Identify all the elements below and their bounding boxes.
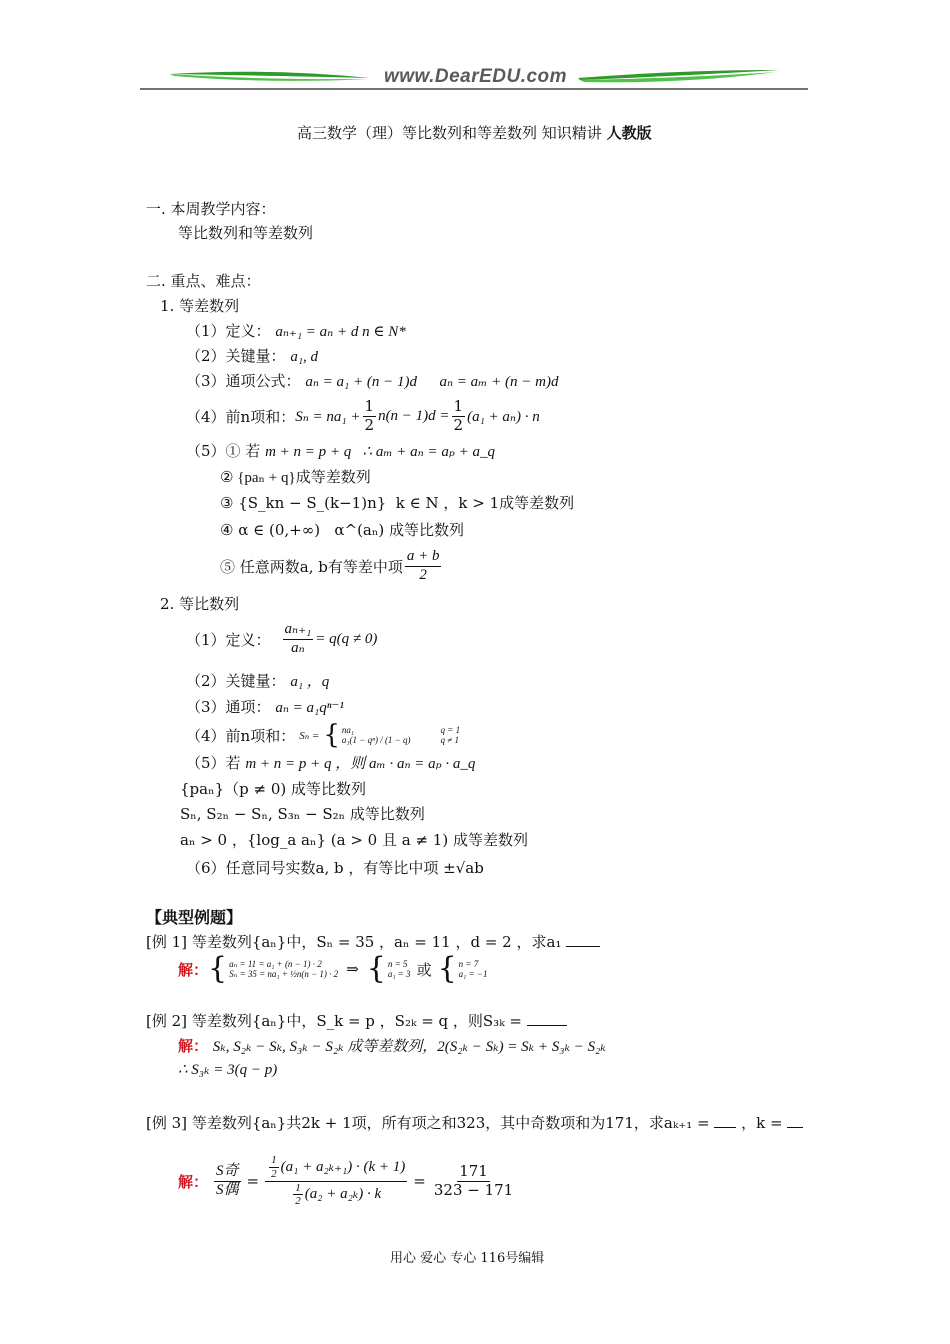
arith-sum-left: Sₙ = na₁ + (295, 408, 361, 425)
title-main: 高三数学（理）等比数列和等差数列 知识精讲 (297, 124, 602, 142)
section1-heading: 一. 本周教学内容： (146, 200, 276, 218)
arith-sum (186, 396, 540, 436)
geo-prop-a: {paₙ}（p ≠ 0) 成等比数列 (180, 780, 366, 798)
ex3-solution-label: 解： (178, 1172, 209, 1191)
ex1-answer-blank (566, 932, 600, 947)
geo-sum-case1: na₁ (341, 724, 355, 735)
ex2-answer-blank (527, 1011, 567, 1026)
geo-prop-c: aₙ > 0 ，{log_a aₙ} (a > 0 且 a ≠ 1) 成等差数列 (180, 831, 528, 849)
arith-sum-label: （4）前n项和： (186, 407, 296, 426)
ex2-sol-line1: Sₖ, S₂ₖ − Sₖ, S₃ₖ − S₂ₖ 成等差数列，2(S₂ₖ − Sₖ) = Sₖ + S₃ₖ − S₂ₖ (212, 1039, 606, 1055)
example3-solution (178, 1134, 517, 1228)
geo-sum-lhs: Sₙ = (299, 729, 320, 742)
arith-key-formula: a₁, d (290, 349, 319, 365)
section1-content: 等比数列和等差数列 (178, 224, 314, 242)
ex3-den-bot: (a₂ + a₂ₖ) · k (304, 1186, 382, 1203)
section2-heading: 二. 重点、难点： (146, 272, 261, 290)
arith-prop4: ④ α ∈ (0,+∞) α^(aₙ) 成等比数列 (220, 521, 464, 539)
arith-def-formula: aₙ₊₁ = aₙ + d n ∈ N* (275, 324, 406, 340)
geo-p5-formula: m + n = p + q ，则 aₘ · aₙ = aₚ · a_q (245, 756, 476, 772)
geo-key-label: （2）关键量： (186, 672, 286, 690)
logo-text: www.DearEDU.com (383, 66, 568, 87)
arith-key (186, 345, 318, 366)
ex3-answer-blank-1 (714, 1113, 736, 1128)
arith-prop3: ③ {S_kn − S_(k−1)n} k ∈ N ，k > 1成等差数列 (220, 494, 575, 512)
ex1-system1: { aₙ = 11 = a₁ + (n − 1) · 2 Sₙ = 35 = na₁ + ½n(n − 1) · 2 (208, 951, 339, 986)
geo-key-formula: a₁ ，q (290, 674, 330, 690)
arith-heading: 1. 等差数列 (160, 297, 240, 315)
ex3-result: $\frac{171}{323 - 171}$ (433, 1162, 514, 1199)
ex1-text: 等差数列{aₙ}中，Sₙ = 35 ，aₙ = 11 ，d = 2 ，求a₁ (191, 933, 562, 951)
arith-sum-right: (a₁ + aₙ) · n (467, 408, 540, 425)
arith-definition (186, 320, 406, 341)
ex3-num-top: (a₁ + a₂ₖ₊₁) · (k + 1) (280, 1158, 406, 1175)
arith-def-label: （1）定义： (186, 322, 271, 340)
title-publisher: 人教版 (606, 124, 652, 142)
page-footer: 用心 爱心 专心 116号编辑 (390, 1251, 545, 1266)
geo-sum-cond2: q ≠ 1 (440, 735, 459, 745)
geo-gen-formula: aₙ = a₁qⁿ⁻¹ (275, 700, 344, 716)
arith-prop2: ② {paₙ + q}成等差数列 (220, 470, 371, 486)
geo-sum-label: （4）前n项和： (186, 726, 296, 745)
ex3-big-fraction: $\frac{1}{2}$ (a₁ + a₂ₖ₊₁) · (k + 1) $\frac{1}{2}$ (a₂ + a₂ₖ) · k (265, 1154, 407, 1208)
arith-gen-formula: aₙ = a₁ + (n − 1)d aₙ = aₘ + (n − m)d (305, 374, 559, 390)
example3 (146, 1112, 803, 1133)
geo-heading: 2. 等比数列 (160, 595, 240, 613)
ex3-eq-1: = (246, 1172, 260, 1190)
half-fraction: $\frac{1}{2}$ (364, 397, 375, 434)
ex3-eq-2: = (413, 1172, 426, 1190)
geo-prop-b: Sₙ, S₂ₙ − Sₙ, S₃ₙ − S₂ₙ 成等比数列 (180, 805, 425, 823)
geo-prop-6: （6）任意同号实数a, b ，有等比中项 ±√ab (186, 859, 484, 877)
ex1-or: 或 (416, 960, 432, 979)
arith-general (186, 370, 558, 391)
example2-solution (178, 1035, 606, 1056)
ex1-sys2a: n = 5 (387, 958, 408, 969)
geo-sum-cond1: q = 1 (440, 724, 461, 735)
geo-general (186, 696, 344, 717)
geo-definition (186, 617, 377, 661)
geo-def-fraction: $\frac{\text{aₙ₊₁}}{\text{aₙ}}$ (284, 621, 312, 656)
arith-p5-label: （5）① 若 (186, 442, 261, 460)
ex2-text: 等差数列{aₙ}中，S_k = p ，S₂ₖ = q ，则S₃ₖ = (191, 1012, 523, 1030)
ex1-sys1a: aₙ = 11 = a₁ + (n − 1) · 2 (229, 958, 322, 969)
geo-sum-cases: { na₁ a₁(1 − qⁿ) / (1 − q) q = 1 q ≠ 1 (323, 720, 461, 750)
arith-prop5 (220, 545, 443, 587)
arith-key-label: （2）关键量： (186, 347, 286, 365)
ex3-text-k: ，k = (741, 1114, 783, 1132)
ex3-answer-blank-2 (787, 1113, 803, 1128)
ex1-sys2b: a₁ = 3 (387, 969, 411, 979)
geo-p5-label: （5）若 (186, 754, 241, 772)
example1 (146, 931, 600, 952)
example1-solution (178, 952, 487, 986)
ex1-sys3a: n = 7 (458, 958, 479, 969)
ex2-sol-line2: ∴ S₃ₖ = 3(q − p) (178, 1062, 278, 1078)
ex1-label: [例 1] (146, 933, 188, 951)
ex2-label: [例 2] (146, 1012, 188, 1030)
header-banner (140, 62, 808, 92)
arith-gen-label: （3）通项公式： (186, 372, 301, 390)
geo-key (186, 670, 329, 691)
example2 (146, 1010, 567, 1031)
half-fraction-2: $\frac{1}{2}$ (453, 397, 464, 434)
ex1-sys1b: Sₙ = 35 = na₁ + ½n(n − 1) · 2 (229, 969, 339, 979)
ex1-sys3b: a₁ = −1 (458, 969, 488, 979)
arith-prop1 (186, 440, 495, 461)
geo-def-label: （1）定义： (186, 630, 271, 649)
implies-arrow-icon: ⇒ (346, 960, 359, 978)
ex3-label: [例 3] (146, 1114, 188, 1132)
arith-p5-formula: m + n = p + q ∴ aₘ + aₙ = aₚ + a_q (265, 444, 495, 460)
midterm-fraction: $\frac{a + b}{2}$ (406, 548, 440, 583)
examples-heading: 【典型例题】 (146, 908, 243, 927)
geo-prop (186, 752, 475, 773)
ex3-text: 等差数列{aₙ}共2k + 1项，所有项之和323，其中奇数项和为171，求aₖ₊₁ = (191, 1114, 710, 1132)
ex1-solution-label: 解： (178, 960, 209, 979)
arith-sum-mid: n(n − 1)d = (378, 407, 450, 424)
ex2-solution-label: 解： (178, 1037, 209, 1055)
geo-sum-case2: a₁(1 − qⁿ) / (1 − q) (341, 735, 411, 745)
geo-sum (186, 720, 460, 750)
ex3-ratio: $\frac{\text{S奇}}{\text{S偶}}$ (216, 1163, 239, 1198)
geo-gen-label: （3）通项： (186, 698, 271, 716)
geo-def-right: = q(q ≠ 0) (315, 630, 378, 647)
ex1-system3: { n = 7 a₁ = −1 (437, 951, 488, 986)
page-title (297, 122, 652, 143)
ex1-system2: { n = 5 a₁ = 3 (366, 951, 411, 986)
arith-p5-5: ⑤ 任意两数a, b有等差中项 (220, 557, 403, 576)
